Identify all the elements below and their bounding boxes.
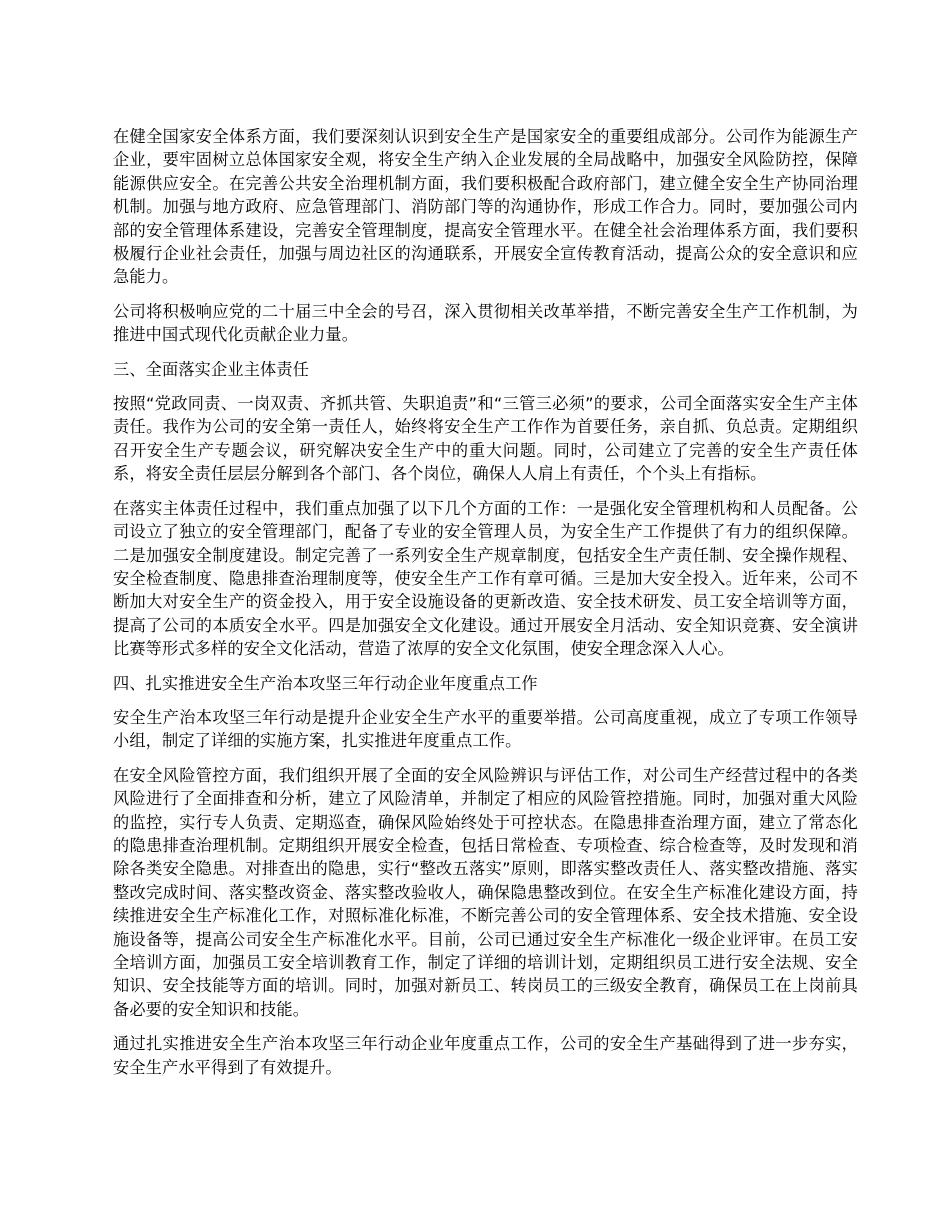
paragraph-three-year-action: 安全生产治本攻坚三年行动是提升企业安全生产水平的重要举措。公司高度重视，成立了专项工作领导小组，制定了详细的实施方案，扎实推进年度重点工作。 [113, 707, 858, 751]
paragraph-key-measures: 在落实主体责任过程中，我们重点加强了以下几个方面的工作：一是强化安全管理机构和人员配备。公司设立了独立的安全管理部门，配备了专业的安全管理人员，为安全生产工作提供了有力的组织保障。二是加强安全制度建设。制定完善了一系列安全生产规章制度，包括安全生产责任制、安全操作规程、安全检查制度、隐患排查治理制度等，使安全生产工作有章可循。三是加大安全投入。近年来，公司不断加大对安全生产的资金投入，用于安全设施设备的更新改造、安全技术研发、员工安全培训等方面，提高了公司的本质安全水平。四是加强安全文化建设。通过开展安全月活动、安全知识竞赛、安全演讲比赛等形式多样的安全文化活动，营造了浓厚的安全文化氛围，使安全理念深入人心。 [113, 498, 858, 659]
paragraph-conclusion: 通过扎实推进安全生产治本攻坚三年行动企业年度重点工作，公司的安全生产基础得到了进一步夯实，安全生产水平得到了有效提升。 [113, 1034, 858, 1077]
section-heading-4: 四、扎实推进安全生产治本攻坚三年行动企业年度重点工作 [113, 673, 538, 693]
section-heading-3: 三、全面落实企业主体责任 [113, 359, 310, 379]
paragraph-national-security: 在健全国家安全体系方面，我们要深刻认识到安全生产是国家安全的重要组成部分。公司作为能源生产企业，要牢固树立总体国家安全观，将安全生产纳入企业发展的全局战略中，加强安全风险防控，保障能源供应安全。在完善公共安全治理机制方面，我们要积极配合政府部门，建立健全安全生产协同治理机制。加强与地方政府、应急管理部门、消防部门等的沟通协作，形成工作合力。同时，要加强公司内部的安全管理体系建设，完善安全管理制度，提高安全管理水平。在健全社会治理体系方面，我们要积极履行企业社会责任，加强与周边社区的沟通联系，开展安全宣传教育活动，提高公众的安全意识和应急能力。 [113, 127, 858, 287]
paragraph-responsibility: 按照“党政同责、一岗双责、齐抓共管、失职追责”和“三管三必须”的要求，公司全面落实安全生产主体责任。我作为公司的安全第一责任人，始终将安全生产工作作为首要任务，亲自抓、负总责。定期组织召开安全生产专题会议，研究解决安全生产中的重大问题。同时，公司建立了完善的安全生产责任体系，将安全责任层层分解到各个部门、各个岗位，确保人人肩上有责任，个个头上有指标。 [113, 394, 858, 484]
paragraph-respond-plenum: 公司将积极响应党的二十届三中全会的号召，深入贯彻相关改革举措，不断完善安全生产工作机制，为推进中国式现代化贡献企业力量。 [113, 301, 858, 345]
paragraph-risk-control: 在安全风险管控方面，我们组织开展了全面的安全风险辨识与评估工作，对公司生产经营过程中的各类风险进行了全面排查和分析，建立了风险清单，并制定了相应的风险管控措施。同时，加强对重大风险的监控，实行专人负责、定期巡查，确保风险始终处于可控状态。在隐患排查治理方面，建立了常态化的隐患排查治理机制。定期组织开展安全检查，包括日常检查、专项检查、综合检查等，及时发现和消除各类安全隐患。对排查出的隐患，实行“整改五落实”原则，即落实整改责任人、落实整改措施、落实整改完成时间、落实整改资金、落实整改验收人，确保隐患整改到位。在安全生产标准化建设方面，持续推进安全生产标准化工作，对照标准化标准，不断完善公司的安全管理体系、安全技术措施、安全设施设备等，提高公司安全生产标准化水平。目前，公司已通过安全生产标准化一级企业评审。在员工安全培训方面，加强员工安全培训教育工作，制定了详细的培训计划，定期组织员工进行安全法规、安全知识、安全技能等方面的培训。同时，加强对新员工、转岗员工的三级安全教育，确保员工在上岗前具备必要的安全知识和技能。 [113, 765, 858, 1019]
document-body [113, 125, 858, 1090]
